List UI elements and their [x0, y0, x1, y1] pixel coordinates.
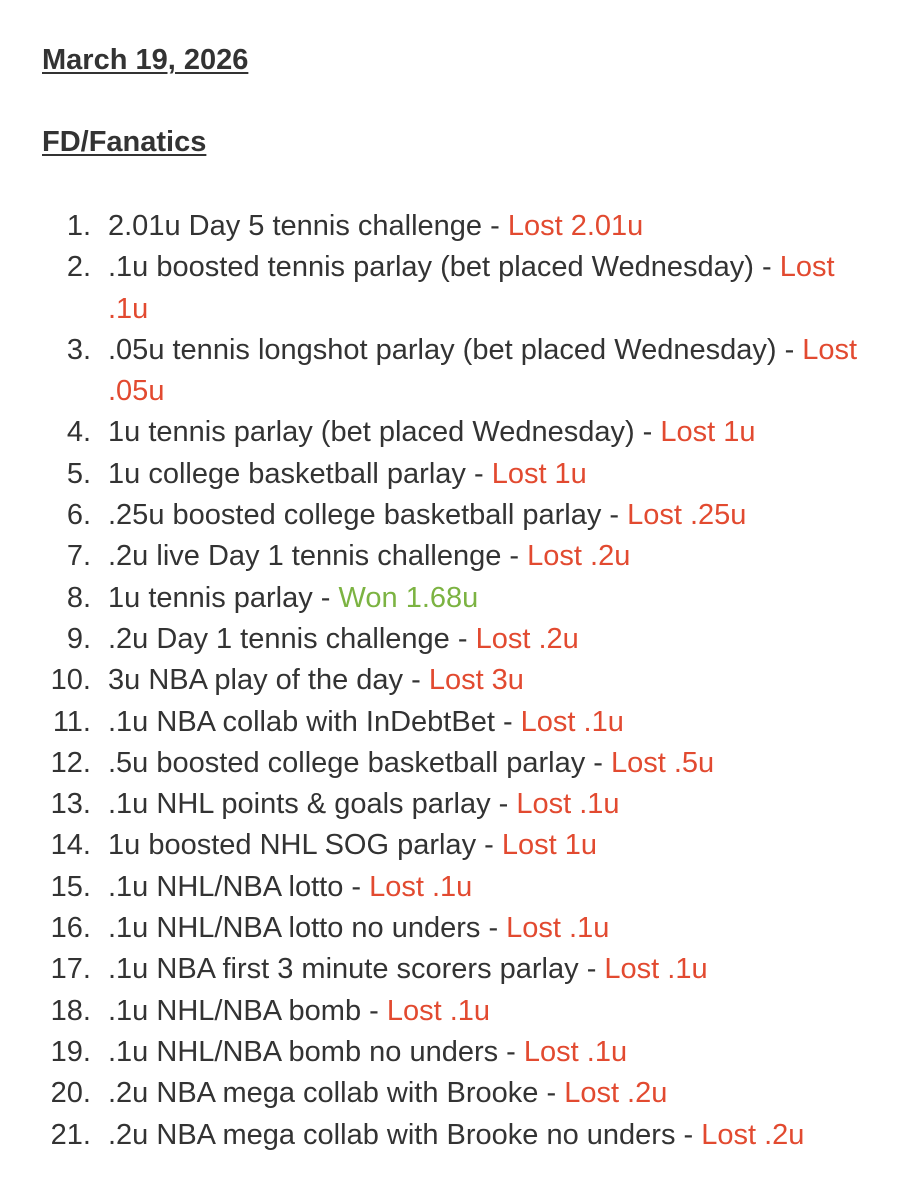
- bet-description: .1u NHL points & goals parlay: [108, 788, 491, 821]
- result-lost: Lost .1u: [108, 251, 835, 325]
- bet-description: .2u NBA mega collab with Brooke: [108, 1077, 539, 1110]
- result-lost: Lost .2u: [475, 622, 579, 655]
- bet-separator: -: [501, 540, 528, 573]
- result-lost: Lost .1u: [506, 912, 610, 945]
- bet-item: [0, 1073, 911, 1114]
- bet-item: [0, 908, 911, 949]
- bet-item: [0, 949, 911, 990]
- bet-description: .25u boosted college basketball parlay: [108, 499, 602, 532]
- bet-item: [0, 991, 911, 1032]
- bet-number: 16.: [50, 912, 91, 945]
- bet-separator: -: [480, 912, 507, 945]
- bet-separator: -: [361, 994, 387, 1027]
- bet-item: [0, 825, 911, 866]
- bet-separator: -: [753, 251, 780, 284]
- date-heading: March 19, 2026: [42, 44, 249, 76]
- bet-number: 18.: [50, 994, 91, 1027]
- bet-item: [0, 743, 911, 784]
- result-lost: Lost .5u: [611, 746, 715, 779]
- result-lost: Lost .2u: [701, 1118, 805, 1151]
- bet-number: 4.: [66, 416, 91, 449]
- bet-item: [0, 702, 911, 743]
- bet-number: 13.: [50, 788, 91, 821]
- bet-description: .1u boosted tennis parlay (bet placed Wednesday): [108, 251, 754, 284]
- result-lost: Lost 1u: [501, 829, 597, 862]
- result-lost: Lost .1u: [516, 788, 620, 821]
- bet-number: 2.: [66, 251, 91, 284]
- bet-item: [0, 412, 911, 453]
- bet-description: 1u boosted NHL SOG parlay: [108, 829, 477, 862]
- bet-description: .1u NHL/NBA bomb: [108, 994, 362, 1027]
- bet-description: .1u NHL/NBA lotto no unders: [108, 912, 481, 945]
- result-lost: Lost .05u: [108, 333, 858, 408]
- bet-description: .1u NBA first 3 minute scorers parlay: [108, 953, 579, 986]
- bet-separator: -: [490, 788, 517, 821]
- bet-item: [0, 784, 911, 825]
- bet-number: 1.: [66, 210, 91, 242]
- bet-description: .2u live Day 1 tennis challenge: [108, 540, 502, 573]
- bet-item: [0, 206, 911, 247]
- bet-number: 7.: [66, 540, 91, 573]
- bet-number: 11.: [52, 705, 91, 738]
- bet-separator: -: [538, 1077, 565, 1110]
- bet-description: .05u tennis longshot parlay (bet placed Wednesday): [108, 333, 777, 366]
- bet-description: .1u NBA collab with InDebtBet: [108, 705, 495, 738]
- bet-description: 1u tennis parlay (bet placed Wednesday): [108, 416, 635, 449]
- bet-number: 20.: [50, 1077, 91, 1110]
- bet-item: [0, 578, 911, 619]
- result-lost: Lost .1u: [523, 1035, 628, 1068]
- bet-item: [0, 619, 911, 660]
- bet-number: 14.: [50, 829, 91, 862]
- bet-number: 12.: [50, 746, 91, 779]
- bet-description: 1u tennis parlay: [108, 581, 313, 614]
- result-lost: Lost .2u: [527, 540, 631, 573]
- result-lost: Lost 2.01u: [507, 210, 644, 242]
- bet-item: [0, 495, 911, 536]
- bet-separator: -: [601, 499, 628, 532]
- bet-number: 3.: [66, 333, 91, 366]
- bet-number: 15.: [50, 870, 91, 903]
- result-lost: Lost .25u: [627, 499, 747, 532]
- bet-separator: -: [403, 664, 429, 697]
- bet-item: [0, 536, 911, 577]
- bet-separator: -: [494, 705, 521, 738]
- bet-number: 6.: [66, 499, 91, 532]
- bet-description: .2u NBA mega collab with Brooke no unders: [108, 1118, 676, 1151]
- bet-description: 3u NBA play of the day: [108, 664, 404, 697]
- section-heading: FD/Fanatics: [42, 126, 207, 158]
- result-lost: Lost 1u: [660, 416, 756, 449]
- result-lost: Lost 3u: [428, 664, 524, 697]
- bet-item: [0, 1115, 911, 1156]
- result-lost: Lost 1u: [491, 457, 587, 490]
- bet-number: 19.: [50, 1035, 91, 1068]
- bet-separator: -: [312, 581, 339, 614]
- bet-separator: -: [675, 1118, 702, 1151]
- bet-description: .5u boosted college basketball parlay: [108, 746, 586, 779]
- bet-separator: -: [343, 870, 370, 903]
- bet-item: [0, 867, 911, 908]
- result-lost: Lost .2u: [564, 1077, 668, 1110]
- result-lost: Lost .1u: [369, 870, 473, 903]
- bet-number: 17.: [50, 953, 91, 986]
- bet-number: 10.: [50, 664, 91, 697]
- bet-separator: -: [634, 416, 661, 449]
- bet-number: 5.: [66, 457, 91, 490]
- bet-item: [0, 1032, 911, 1073]
- bet-number: 21.: [50, 1118, 91, 1151]
- result-won: Won 1.68u: [338, 581, 479, 614]
- bet-description: .1u NHL/NBA lotto: [108, 870, 344, 903]
- bet-item: [0, 330, 911, 413]
- bet-item: [0, 660, 911, 701]
- bet-description: .2u Day 1 tennis challenge: [108, 622, 450, 655]
- bet-number: 8.: [66, 581, 91, 614]
- result-lost: Lost .1u: [520, 705, 624, 738]
- bet-number: 9.: [66, 622, 91, 655]
- bet-description: 2.01u Day 5 tennis challenge: [108, 210, 483, 242]
- result-lost: Lost .1u: [386, 994, 491, 1027]
- bet-separator: -: [585, 746, 611, 779]
- bet-list: [0, 206, 911, 1156]
- bet-separator: -: [476, 829, 502, 862]
- bet-description: 1u college basketball parlay: [108, 457, 466, 490]
- bet-separator: -: [578, 953, 605, 986]
- bet-item: [0, 247, 911, 330]
- bet-item: [0, 454, 911, 495]
- bet-separator: -: [498, 1035, 524, 1068]
- result-lost: Lost .1u: [604, 953, 708, 986]
- bet-description: .1u NHL/NBA bomb no unders: [108, 1035, 499, 1068]
- bet-separator: -: [449, 622, 476, 655]
- bet-separator: -: [482, 210, 508, 242]
- bet-separator: -: [465, 457, 492, 490]
- bet-separator: -: [776, 333, 803, 366]
